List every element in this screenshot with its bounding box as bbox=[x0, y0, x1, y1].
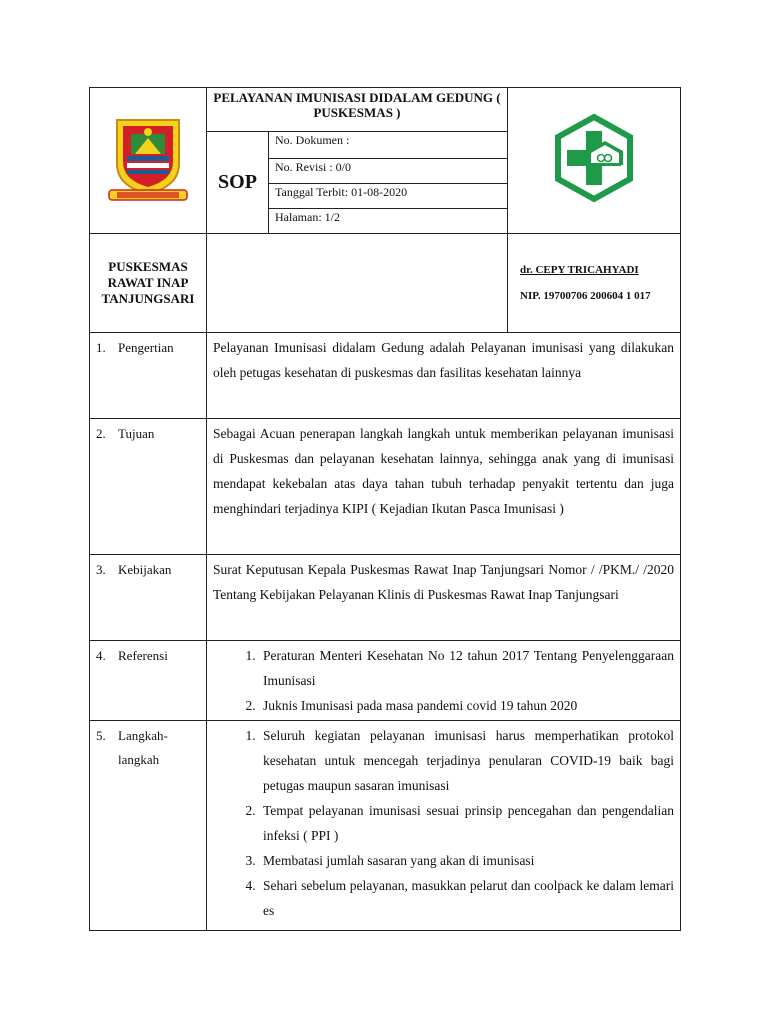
kebijakan-content bbox=[207, 555, 681, 641]
revisi-number: No. Revisi : 0/0 bbox=[275, 160, 352, 174]
sop-document bbox=[89, 87, 680, 921]
section-label: Referensi bbox=[118, 648, 168, 663]
sop-label: SOP bbox=[218, 171, 257, 193]
tujuan-text: Sebagai Acuan penerapan langkah langkah untuk memberikan pelayanan imunisasi di Puskesmas dan pelayanan kesehatan lainnya, sehingga anak yang di imunisasi mendapat kekebalan atas daya tahan tubuh terhadap penyakit tertentu dan juga menghindari terjadinya KIPI ( Kejadian Ikutan Pasca Imunisasi ) bbox=[213, 426, 674, 516]
list-item: 2. Juknis Imunisasi pada masa pandemi covid 19 tahun 2020 bbox=[259, 693, 674, 718]
document-title: PELAYANAN IMUNISASI DIDALAM GEDUNG ( PUSKESMAS ) bbox=[213, 90, 501, 120]
sop-label-cell bbox=[207, 132, 269, 234]
section-number: 5. bbox=[96, 728, 106, 743]
signatory-nip: NIP. 19700706 200604 1 017 bbox=[520, 290, 651, 302]
list-item: 1. Seluruh kegiatan pelayanan imunisasi harus memperhatikan protokol kesehatan untuk mencegah terjadinya penularan COVID-19 baik bagi petugas maupun sasaran imunisasi bbox=[259, 723, 674, 798]
organization-cell bbox=[90, 234, 207, 333]
puskesmas-cross-icon bbox=[549, 113, 639, 203]
list-item: 4. Sehari sebelum pelayanan, masukkan pelarut dan coolpack ke dalam lemari es bbox=[259, 873, 674, 923]
section-label: Langkah-langkah bbox=[118, 728, 168, 767]
org-line-1: PUSKESMAS bbox=[108, 259, 188, 274]
list-item: 1. Peraturan Menteri Kesehatan No 12 tahun 2017 Tentang Penyelenggaraan Imunisasi bbox=[259, 643, 674, 693]
tanggal-terbit: Tanggal Terbit: 01-08-2020 bbox=[275, 185, 408, 199]
halaman-cell bbox=[269, 209, 508, 234]
regency-crest-icon bbox=[103, 112, 193, 204]
section-number: 1. bbox=[96, 340, 106, 355]
signatory-name: dr. CEPY TRICAHYADI bbox=[520, 264, 639, 276]
kebijakan-text: Surat Keputusan Kepala Puskesmas Rawat Inap Tanjungsari Nomor / /PKM./ /2020 Tentang Kebijakan Pelayanan Klinis di Puskesmas Rawat Inap Tanjungsari bbox=[213, 562, 674, 602]
document-title-cell bbox=[207, 88, 508, 132]
section-number: 4. bbox=[96, 648, 106, 663]
tujuan-content bbox=[207, 419, 681, 555]
sop-table bbox=[89, 87, 681, 931]
section-label: Pengertian bbox=[118, 340, 174, 355]
empty-middle-cell bbox=[207, 234, 508, 333]
list-item: 2. Tempat pelayanan imunisasi sesuai prinsip pencegahan dan pengendalian infeksi ( PPI ) bbox=[259, 798, 674, 848]
section-label: Tujuan bbox=[118, 426, 155, 441]
list-item: 3. Membatasi jumlah sasaran yang akan di imunisasi bbox=[259, 848, 674, 873]
section-number: 2. bbox=[96, 426, 106, 441]
pengertian-content bbox=[207, 333, 681, 419]
terbit-cell bbox=[269, 184, 508, 209]
referensi-label-cell bbox=[90, 641, 207, 721]
section-label: Kebijakan bbox=[118, 562, 172, 577]
langkah-content bbox=[207, 721, 681, 931]
revisi-cell bbox=[269, 159, 508, 184]
signatory-cell bbox=[508, 234, 681, 333]
referensi-list bbox=[213, 643, 674, 718]
puskesmas-logo-cell bbox=[508, 88, 681, 234]
regency-logo-cell bbox=[90, 88, 207, 234]
org-line-3: TANJUNGSARI bbox=[101, 291, 195, 306]
halaman: Halaman: 1/2 bbox=[275, 210, 340, 224]
referensi-content bbox=[207, 641, 681, 721]
org-line-2: RAWAT INAP bbox=[107, 275, 189, 290]
pengertian-label-cell bbox=[90, 333, 207, 419]
pengertian-text: Pelayanan Imunisasi didalam Gedung adalah Pelayanan imunisasi yang dilakukan oleh petugas kesehatan di puskesmas dan fasilitas kesehatan lainnya bbox=[213, 340, 674, 380]
kebijakan-label-cell bbox=[90, 555, 207, 641]
dokumen-cell bbox=[269, 132, 508, 159]
tujuan-label-cell bbox=[90, 419, 207, 555]
langkah-label-cell bbox=[90, 721, 207, 931]
langkah-list bbox=[213, 723, 674, 923]
dokumen-number: No. Dokumen : bbox=[275, 133, 350, 147]
section-number: 3. bbox=[96, 562, 106, 577]
